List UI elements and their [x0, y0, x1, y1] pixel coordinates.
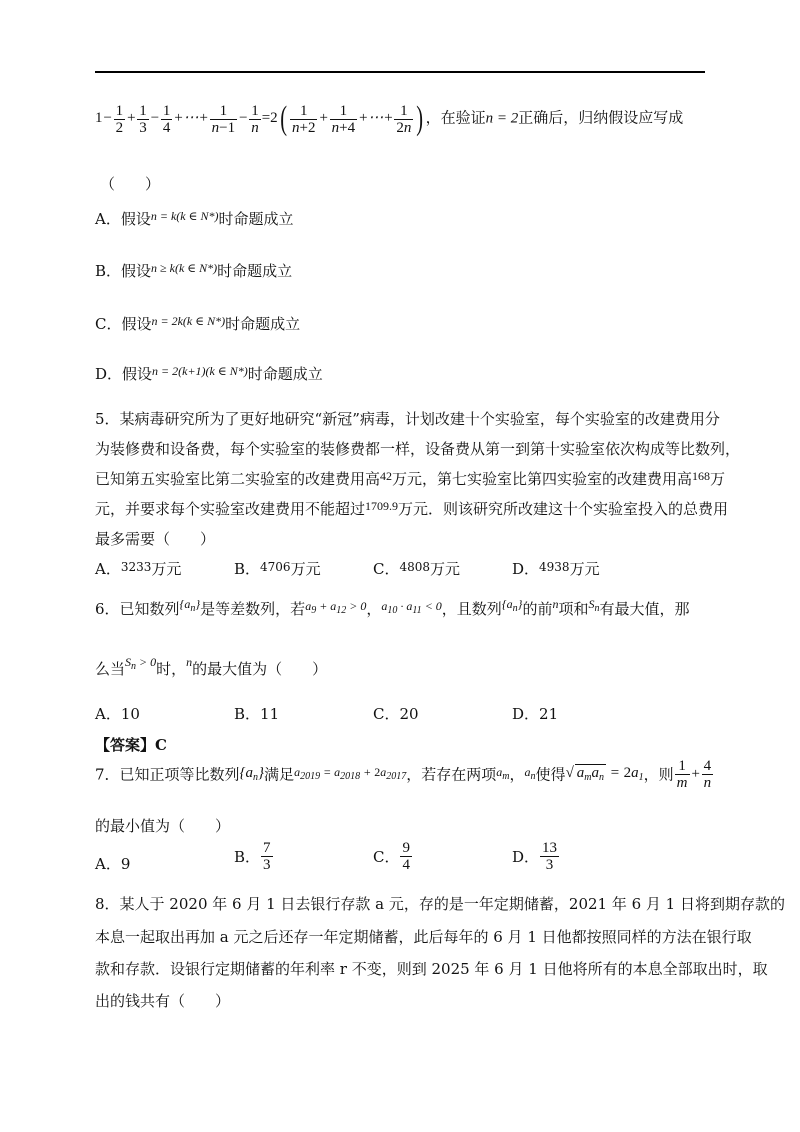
q7-text: ，若存在两项 — [406, 765, 497, 784]
q6-text: 的前 — [522, 600, 553, 618]
q5-text: 已知第五实验室比第二实验室的改建费用高 — [95, 470, 381, 488]
q4-formula-line — [95, 100, 683, 138]
q8-line-1: 8．某人于 2020 年 6 月 1 日去银行存款 a 元，存的是一年定期储蓄，2021 年 6 月 1 日将到期存款的 — [95, 895, 785, 913]
option-condition: (k ∈ N*) — [174, 261, 218, 275]
q5-value-168: 168 — [692, 469, 711, 483]
option-unit: 万元 — [151, 560, 182, 578]
q6-n: n — [552, 597, 559, 611]
q7-condition: $a_{2019} = a_{2018} + 2a_{2017}$ — [294, 765, 407, 783]
option-label: A． — [95, 560, 121, 578]
option-label: A．假设 — [95, 210, 151, 228]
option-label: D． — [512, 848, 540, 866]
q5-line-4 — [95, 498, 728, 519]
q6-answer: 【答案】C — [95, 736, 167, 754]
option-value: 3233 — [120, 560, 152, 574]
q6-line-1 — [95, 597, 689, 619]
q6-cond-2: a10 · a11 < 0 — [381, 599, 442, 616]
option-math: n = k — [150, 209, 177, 223]
option-label: D． — [512, 560, 540, 578]
q6-text: ， — [366, 600, 382, 618]
q5-option-b — [234, 558, 321, 579]
option-text: 时命题成立 — [218, 210, 294, 228]
q6-text: 么当 — [95, 660, 126, 678]
option-label: C．假设 — [95, 315, 152, 333]
option-label: D．假设 — [95, 365, 153, 383]
option-condition: (k ∈ N*) — [205, 364, 248, 378]
q5-option-a — [95, 558, 181, 579]
option-value: 4938 — [539, 560, 570, 574]
q4-text-tail2: 正确后，归纳假设应写成 — [518, 108, 684, 127]
option-text: 时命题成立 — [247, 365, 323, 383]
q5-text: 万元．则该研究所改建这十个实验室投入的总费用 — [398, 500, 729, 518]
q6-line-2 — [95, 655, 327, 679]
q6-sn-gt-0: Sn > 0 — [125, 655, 157, 672]
q6-cond-1: a9 + a12 > 0 — [305, 599, 367, 616]
option-unit: 万元 — [430, 560, 461, 578]
q6-text: ，且数列 — [441, 600, 502, 618]
q6-text: 6．已知数列 — [95, 600, 180, 618]
option-unit: 万元 — [290, 560, 321, 578]
option-text: 时命题成立 — [225, 315, 301, 333]
q8-line-2: 本息一起取出再加 a 元之后还存一年定期储蓄，此后每年的 6 月 1 日他都按照同样的方法在银行取 — [95, 928, 752, 946]
q4-n-eq-2: n = 2 — [485, 110, 519, 127]
q4-blank: （ ） — [100, 175, 161, 193]
option-math: n = 2(k+1) — [152, 364, 206, 378]
q5-line-1: 5．某病毒研究所为了更好地研究“新冠”病毒，计划改建十个实验室，每个实验室的改建费用分 — [95, 410, 720, 428]
fraction-numerator: 9 — [402, 840, 410, 856]
option-label: C． — [373, 560, 400, 578]
option-fraction — [540, 840, 559, 873]
option-fraction — [400, 840, 412, 873]
q8-line-3: 款和存款．设银行定期储蓄的年利率 r 不变，则到 2025 年 6 月 1 日他将所有的本息全部取出时，取 — [95, 960, 768, 978]
q8-line-4: 出的钱共有（ ） — [95, 992, 231, 1010]
q5-text: 万元，第七实验室比第四实验室的改建费用高 — [392, 470, 693, 488]
option-label: A． — [95, 855, 121, 873]
q7-line-2: 的最小值为（ ） — [95, 817, 231, 835]
q7-sqrt-eq: √ $a_ma_n = 2a_1$ — [565, 765, 644, 784]
q5-option-d — [512, 558, 600, 579]
q7-text: ， — [509, 765, 525, 784]
q7-text: ，则 — [643, 765, 674, 784]
option-text: 时命题成立 — [217, 262, 293, 280]
fraction-denominator: 3 — [545, 857, 554, 873]
q7-am: $a_m$ — [496, 765, 510, 783]
option-label: B．假设 — [95, 262, 152, 280]
q6-text: 的最大值为（ ） — [192, 660, 328, 678]
q6-option-a: A．10 — [95, 705, 140, 723]
q7-text: 使得 — [535, 765, 566, 784]
option-fraction — [261, 840, 273, 873]
q5-line-5: 最多需要（ ） — [95, 530, 216, 548]
q7-seq-an: $\{a_n\}$ — [239, 764, 265, 783]
q6-text: 是等差数列，若 — [200, 600, 306, 618]
q5-text: 元，并要求每个实验室改建费用不能超过 — [95, 500, 366, 518]
q6-option-b: B．11 — [234, 705, 280, 723]
q5-text: 万 — [710, 470, 726, 488]
q4-option-c — [95, 313, 300, 334]
fraction-numerator: 13 — [542, 840, 558, 856]
q7-text: 7．已知正项等比数列 — [95, 765, 240, 784]
q5-line-2: 为装修费和设备费，每个实验室的装修费都一样，设备费从第一到第十实验室依次构成等比数列， — [95, 440, 741, 458]
q4-option-a — [95, 208, 294, 229]
q4-text-tail: ，在验证 — [425, 108, 486, 127]
fraction-denominator: 4 — [402, 857, 410, 873]
option-value: 9 — [120, 855, 131, 873]
q7-option-d — [512, 840, 560, 873]
q6-sn: Sn — [588, 597, 600, 614]
q6-option-c: C．20 — [373, 705, 419, 723]
option-label: C． — [373, 848, 400, 866]
option-math: n = 2k — [151, 314, 183, 328]
option-condition: (k ∈ N*) — [176, 209, 219, 223]
q4-option-d — [95, 363, 323, 384]
q6-seq-an-2: {an} — [501, 597, 523, 614]
q7-option-b — [234, 840, 274, 873]
option-label: B． — [234, 848, 261, 866]
q7-option-a — [95, 853, 130, 874]
q6-option-d: D．21 — [512, 705, 559, 723]
q7-text: 满足 — [264, 765, 295, 784]
fraction-numerator: 7 — [263, 840, 271, 856]
q6-text: 时， — [156, 660, 187, 678]
q6-n-2: n — [186, 655, 193, 669]
q6-seq-an: {an} — [179, 597, 201, 614]
q4-option-b — [95, 260, 292, 281]
option-value: 4808 — [399, 560, 431, 574]
q7-option-c — [373, 840, 413, 873]
option-label: B． — [234, 560, 261, 578]
option-value: 4706 — [260, 560, 291, 574]
q5-value-42: 42 — [380, 469, 393, 483]
q5-line-3 — [95, 468, 725, 489]
option-unit: 万元 — [569, 560, 600, 578]
q6-text: 项和 — [558, 600, 589, 618]
header-rule — [95, 71, 705, 73]
fraction-denominator: 3 — [263, 857, 271, 873]
q7-line-1 — [95, 758, 714, 791]
option-math: n ≥ k — [151, 261, 175, 275]
q7-expression: $\frac{1}{m}$ + $\frac{4}{n}$ — [676, 758, 712, 791]
q5-option-c — [373, 558, 460, 579]
q4-formula: 1− $\frac{1}{2}$ + $\frac{1}{3}$ − $\frac{1}{4}$ +⋯+ $\frac{1}{n-1}$ − $\frac{1}{n}$ =2( $\frac{1}{n+2}$ + $\frac{1}{n+4}$ +⋯+ $\frac{1}{2n}$ ) — [95, 100, 424, 137]
option-condition: (k ∈ N*) — [182, 314, 226, 328]
q7-an: $a_n$ — [524, 765, 536, 783]
q5-value-limit: 1709.9 — [365, 499, 399, 513]
q6-text: 有最大值，那 — [599, 600, 690, 618]
